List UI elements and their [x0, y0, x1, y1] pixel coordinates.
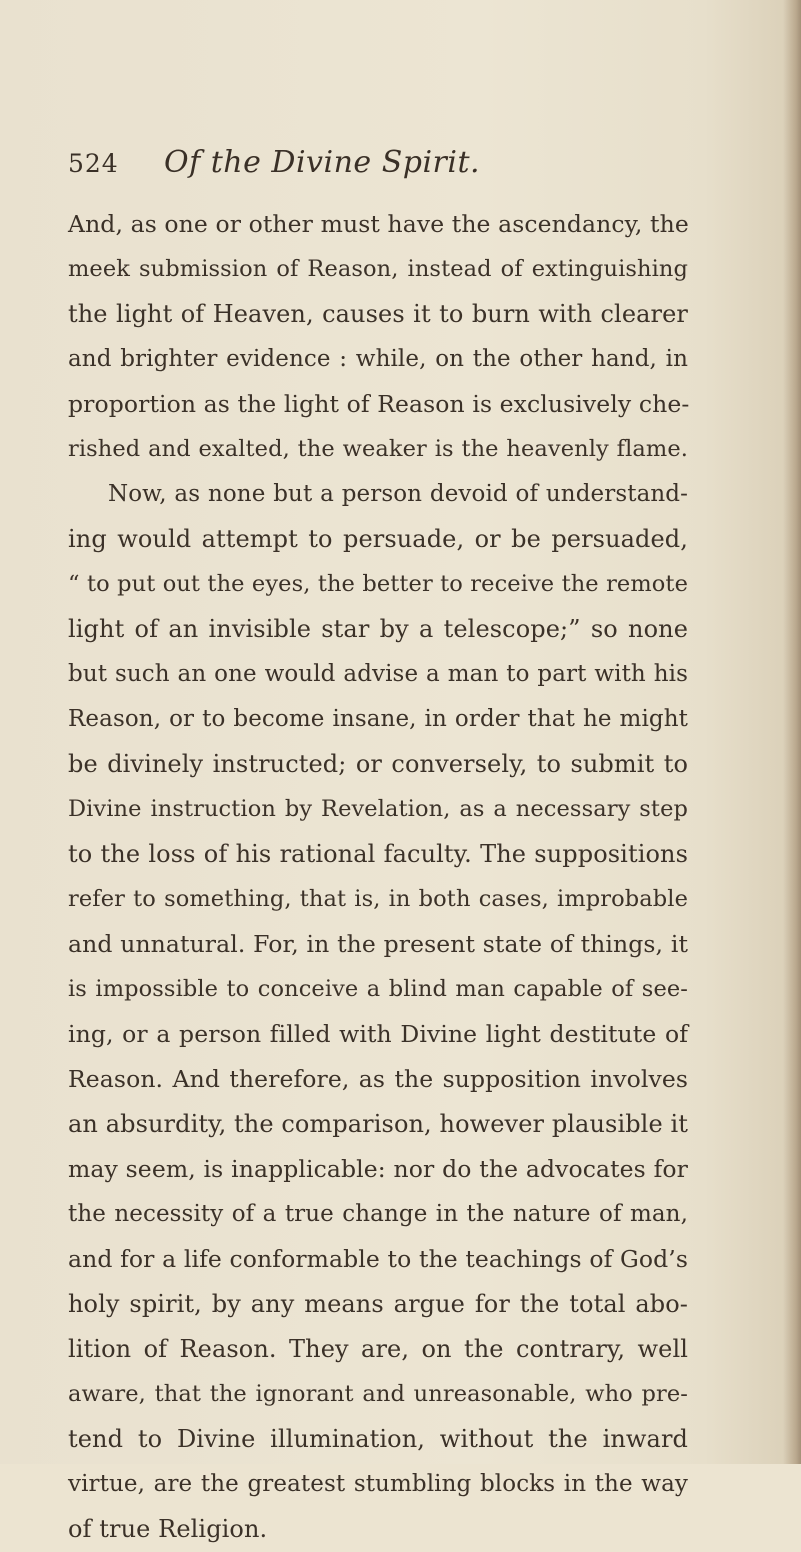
text-line: the light of Heaven, causes it to burn with clearer — [68, 300, 688, 328]
text-line: to the loss of his rational faculty. The suppositions — [68, 840, 688, 868]
text-line: Divine instruction by Revelation, as a necessary step — [68, 796, 688, 822]
text-line: is impossible to conceive a blind man capable of see- — [68, 976, 688, 1002]
text-line: tend to Divine illumination, without the inward — [68, 1425, 688, 1453]
text-line: an absurdity, the comparison, however plausible it — [68, 1110, 689, 1138]
text-line: Reason. And therefore, as the supposition involves — [68, 1065, 688, 1093]
page-header — [68, 135, 668, 195]
text-line: and brighter evidence : while, on the other hand, in — [68, 346, 688, 372]
text-line: rished and exalted, the weaker is the heavenly flame. — [68, 436, 688, 462]
text-line: of true Religion. — [68, 1515, 268, 1543]
text-line: lition of Reason. They are, on the contrary, well — [68, 1335, 688, 1363]
text-line: virtue, are the greatest stumbling blocks in the way — [68, 1471, 688, 1497]
text-line: refer to something, that is, in both cases, improbable — [68, 886, 688, 912]
text-line: aware, that the ignorant and unreasonable, who pre- — [68, 1381, 688, 1407]
text-line: meek submission of Reason, instead of extinguishing — [68, 256, 688, 282]
text-line: “ to put out the eyes, the better to receive the remote — [68, 571, 688, 597]
text-line: ing, or a person filled with Divine light destitute of — [68, 1020, 688, 1048]
text-line: proportion as the light of Reason is exclusively che- — [68, 390, 690, 418]
text-line: and for a life conformable to the teachings of God’s — [68, 1245, 688, 1273]
text-line: Now, as none but a person devoid of understand- — [108, 481, 688, 507]
text-line: ing would attempt to persuade, or be persuaded, — [68, 525, 688, 553]
text-line: holy spirit, by any means argue for the total abo- — [68, 1290, 688, 1318]
body-text — [68, 202, 688, 1552]
text-line: and unnatural. For, in the present state of things, it — [68, 930, 688, 958]
text-line: light of an invisible star by a telescope;” so none — [68, 615, 688, 643]
text-line: but such an one would advise a man to part with his — [68, 661, 688, 687]
text-line: may seem, is inapplicable: nor do the advocates for — [68, 1155, 688, 1183]
running-title: Of the Divine Spirit. — [164, 145, 481, 180]
page-number: 524 — [68, 149, 119, 178]
text-line: be divinely instructed; or conversely, to submit to — [68, 750, 688, 778]
text-line: And, as one or other must have the ascendancy, the — [68, 210, 689, 238]
page-edge-shadow — [783, 0, 801, 1464]
text-line: Reason, or to become insane, in order that he might — [68, 706, 688, 732]
text-line: the necessity of a true change in the nature of man, — [68, 1201, 688, 1227]
